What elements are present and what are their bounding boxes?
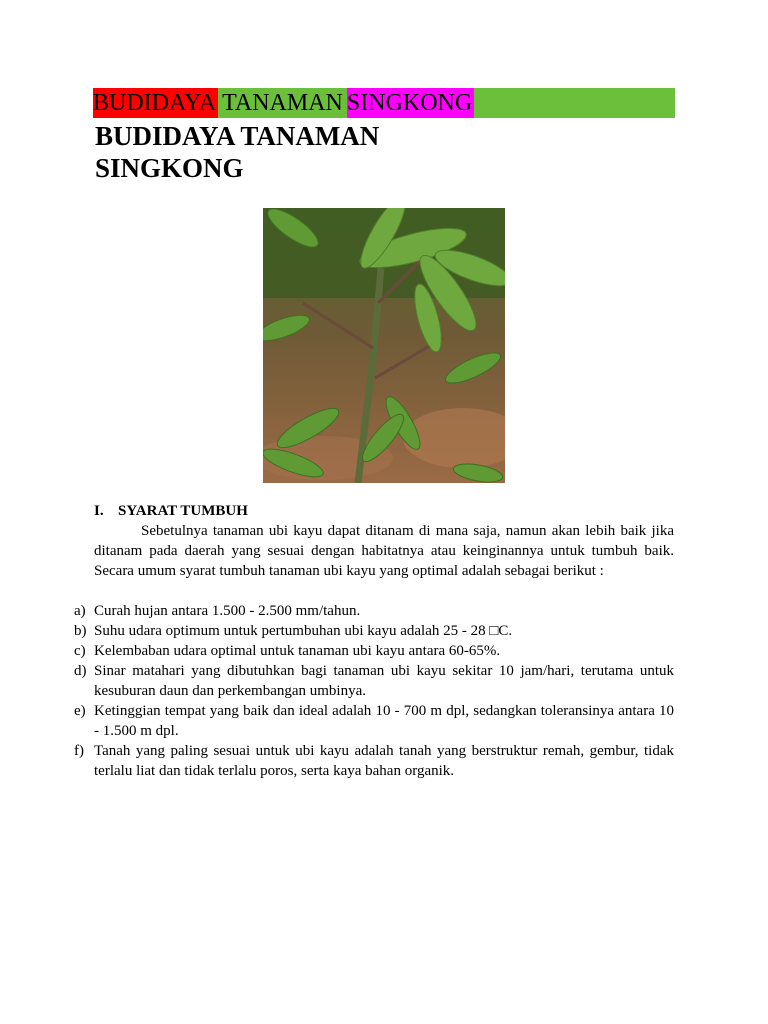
section-number: I. <box>94 503 104 519</box>
list-marker: a) <box>74 603 86 619</box>
list-text: Curah hujan antara 1.500 - 2.500 mm/tahun. <box>94 603 361 619</box>
list-text: Ketinggian tempat yang baik dan ideal adalah 10 - 700 m dpl, sedangkan toleransinya antara 10 - 1.500 m dpl. <box>94 703 674 739</box>
list-item <box>74 701 674 741</box>
section-heading <box>94 501 248 521</box>
list-text: Sinar matahari yang dibutuhkan bagi tanaman ubi kayu sekitar 10 jam/hari, terutama untuk kesuburan daun dan perkembangan umbinya. <box>94 663 674 699</box>
list-item <box>74 641 674 661</box>
list-marker: e) <box>74 703 86 719</box>
list-item <box>74 621 674 641</box>
list-item <box>74 661 674 701</box>
requirements-list <box>74 601 674 781</box>
banner-word-singkong: SINGKONG <box>346 90 473 116</box>
intro-paragraph: Sebetulnya tanaman ubi kayu dapat ditanam di mana saja, namun akan lebih baik jika ditanam pada daerah yang sesuai dengan habitatnya atau keinginannya untuk tumbuh baik. Secara umum syarat tumbuh tanaman ubi kayu yang optimal adalah sebagai berikut : <box>94 523 674 579</box>
list-text: Tanah yang paling sesuai untuk ubi kayu adalah tanah yang berstruktur remah, gembur, tidak terlalu liat dan tidak terlalu poros, serta kaya bahan organik. <box>94 743 674 779</box>
page-title-line1: BUDIDAYA TANAMAN <box>95 121 380 151</box>
banner-word-tanaman: TANAMAN <box>218 88 347 118</box>
list-item <box>74 741 674 781</box>
section-title: SYARAT TUMBUH <box>118 503 248 519</box>
title-banner <box>93 88 675 118</box>
page-title-line2: SINGKONG <box>95 153 244 183</box>
list-marker: b) <box>74 623 87 639</box>
list-item <box>74 601 674 621</box>
list-text: Kelembaban udara optimal untuk tanaman ubi kayu antara 60-65%. <box>94 643 501 659</box>
list-marker: c) <box>74 643 86 659</box>
page-title <box>95 120 495 184</box>
cassava-plant-photo <box>263 208 505 483</box>
list-marker: f) <box>74 743 84 759</box>
banner-word-budidaya: BUDIDAYA <box>93 90 217 116</box>
list-text: Suhu udara optimum untuk pertumbuhan ubi kayu adalah 25 - 28 □C. <box>94 623 513 639</box>
list-marker: d) <box>74 663 87 679</box>
